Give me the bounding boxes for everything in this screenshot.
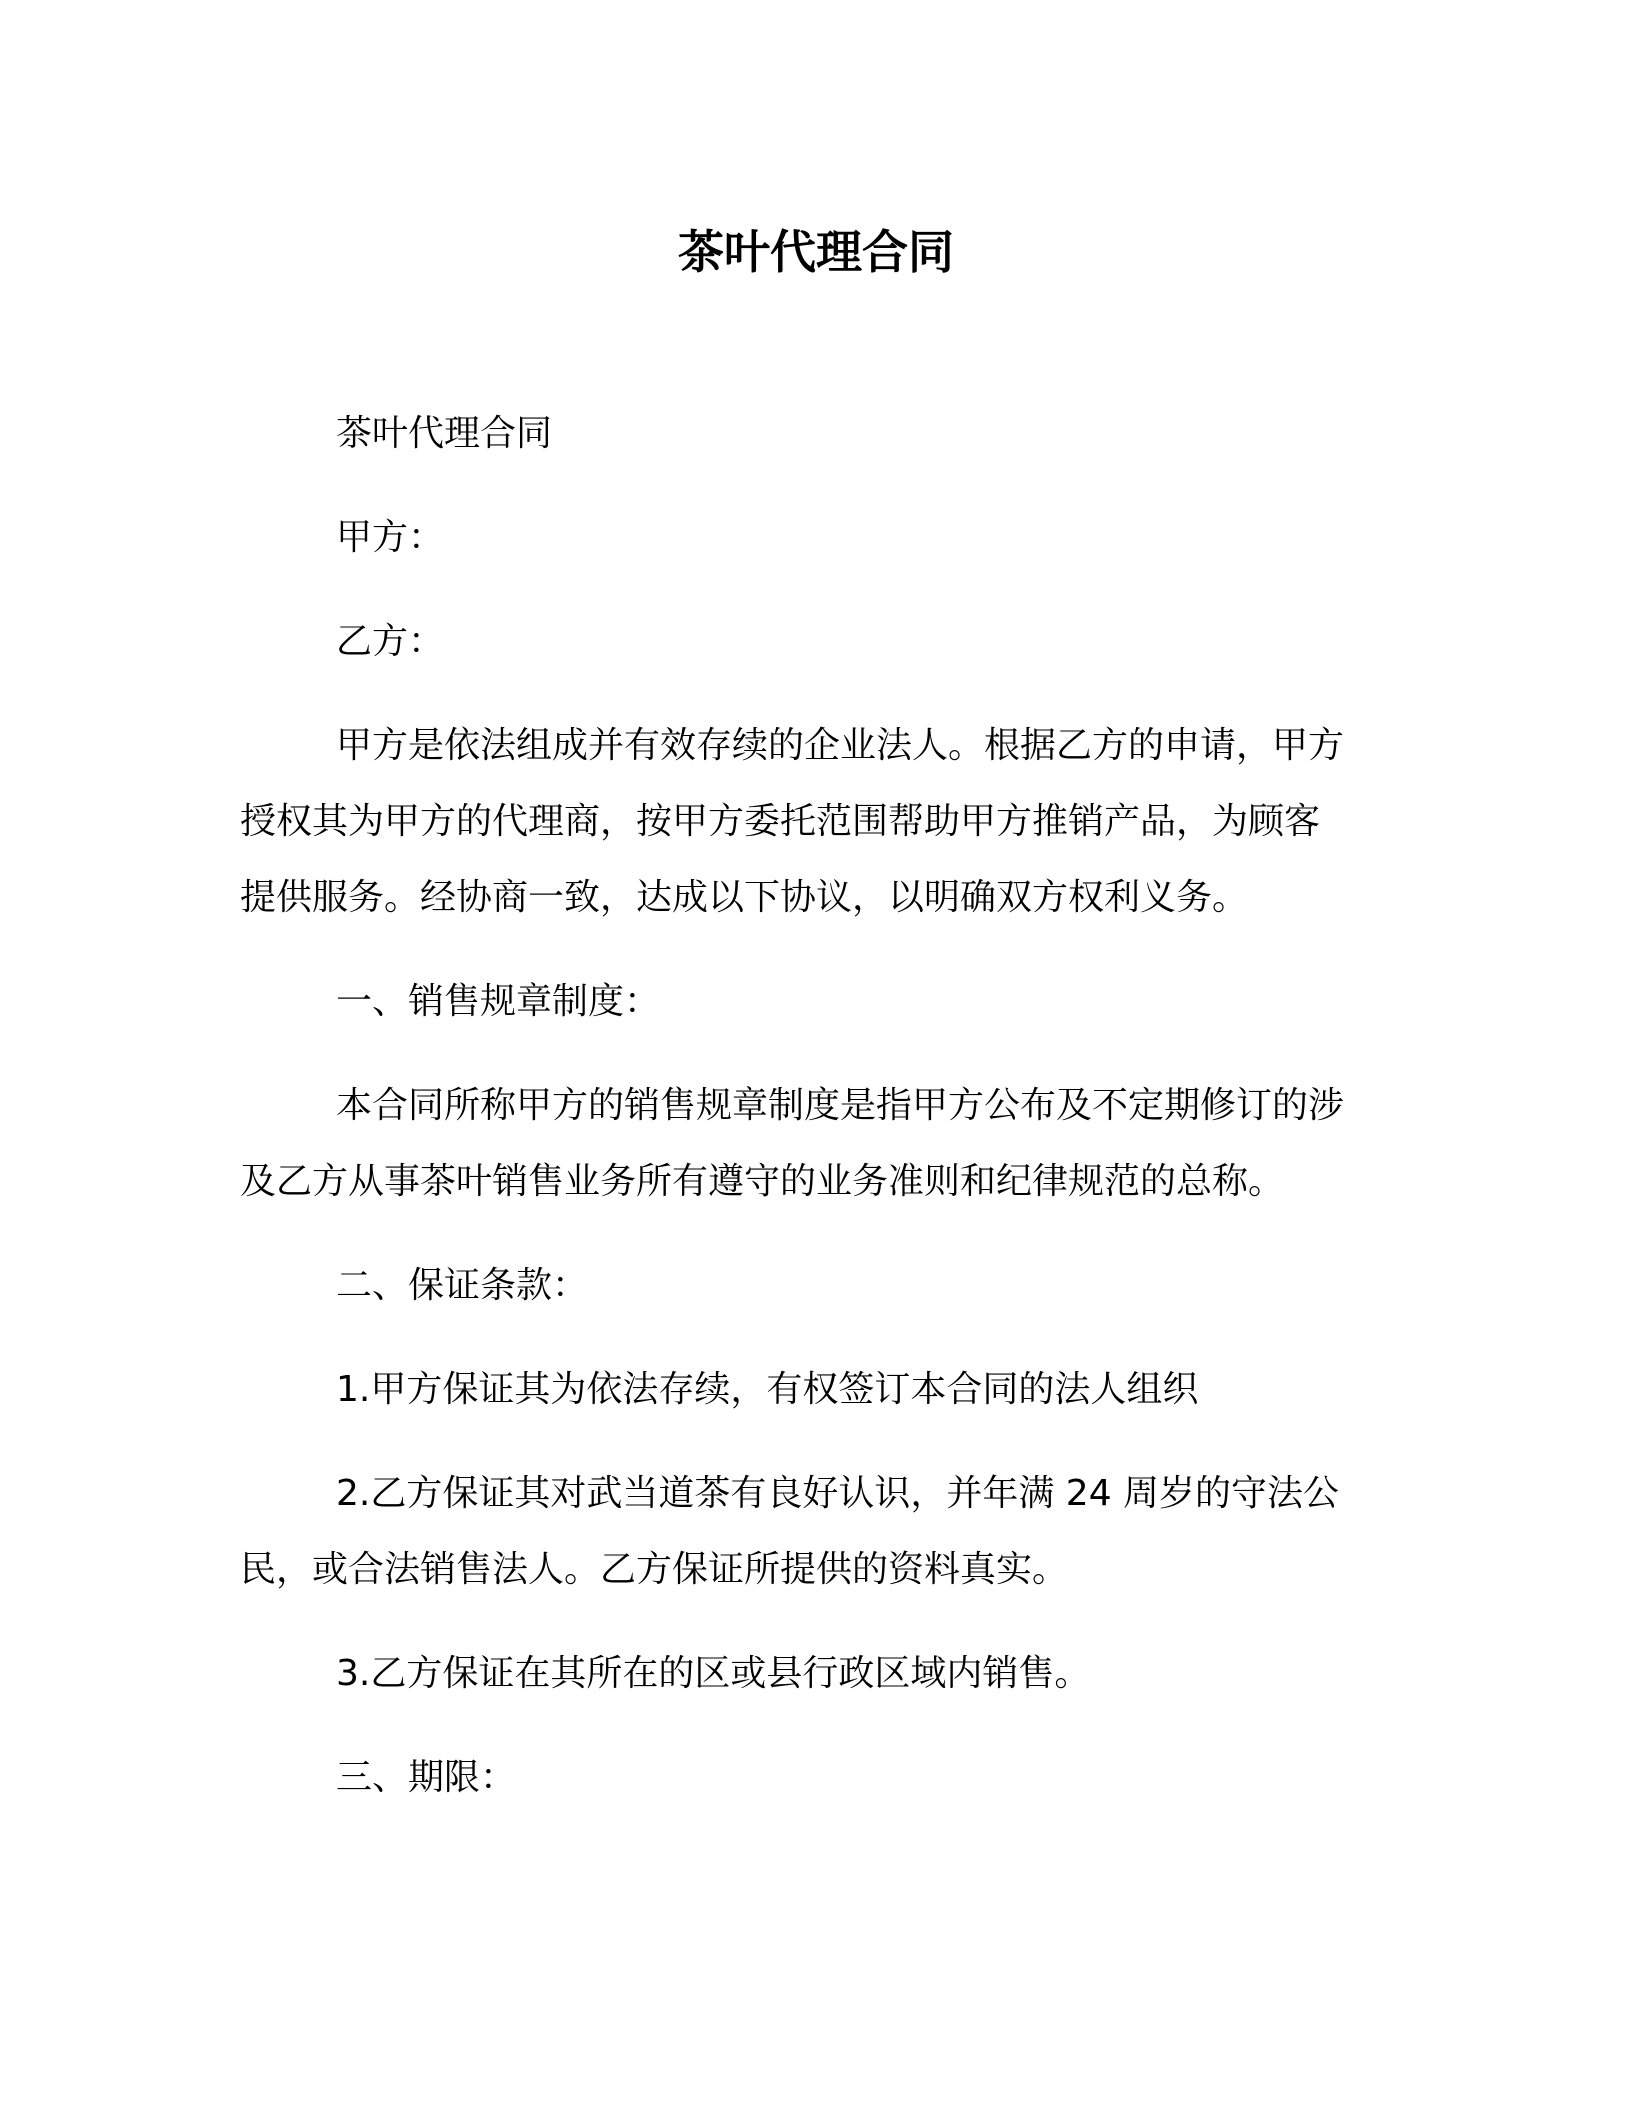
clause-guarantee-1 xyxy=(240,1352,1392,1428)
paragraph-sales-rules xyxy=(240,1068,1392,1220)
paragraph-party-a xyxy=(240,500,1392,576)
document-body xyxy=(240,396,1392,1844)
paragraph-line: 一、销售规章制度： xyxy=(336,981,661,1022)
paragraph-line: 授权其为甲方的代理商，按甲方委托范围帮助甲方推销产品，为顾客 xyxy=(240,801,1321,842)
paragraph-heading-contract xyxy=(240,396,1392,472)
paragraph-party-b xyxy=(240,604,1392,680)
paragraph-line: 本合同所称甲方的销售规章制度是指甲方公布及不定期修订的涉 xyxy=(336,1085,1345,1126)
paragraph-line: 二、保证条款： xyxy=(336,1265,589,1306)
clause-guarantee-3 xyxy=(240,1636,1392,1712)
paragraph-line: 提供服务。经协商一致，达成以下协议，以明确双方权利义务。 xyxy=(240,877,1249,918)
section-heading-guarantees xyxy=(240,1248,1392,1324)
paragraph-line: 及乙方从事茶叶销售业务所有遵守的业务准则和纪律规范的总称。 xyxy=(240,1161,1285,1202)
paragraph-line: 甲方是依法组成并有效存续的企业法人。根据乙方的申请，甲方 xyxy=(336,725,1345,766)
paragraph-line: 茶叶代理合同 xyxy=(336,413,553,454)
paragraph-line: 1.甲方保证其为依法存续，有权签订本合同的法人组织 xyxy=(336,1369,1199,1410)
section-heading-term xyxy=(240,1740,1392,1816)
paragraph-line: 3.乙方保证在其所在的区或县行政区域内销售。 xyxy=(336,1653,1091,1694)
document-title: 茶叶代理合同 xyxy=(678,225,954,279)
paragraph-line: 2.乙方保证其对武当道茶有良好认识，并年满 24 周岁的守法公 xyxy=(336,1473,1340,1514)
paragraph-preamble xyxy=(240,708,1392,936)
paragraph-line: 民，或合法销售法人。乙方保证所提供的资料真实。 xyxy=(240,1549,1069,1590)
paragraph-line: 三、期限： xyxy=(336,1757,517,1798)
section-heading-sales-rules xyxy=(240,964,1392,1040)
clause-guarantee-2 xyxy=(240,1456,1392,1608)
paragraph-line: 乙方： xyxy=(336,621,445,662)
paragraph-line: 甲方： xyxy=(336,517,445,558)
